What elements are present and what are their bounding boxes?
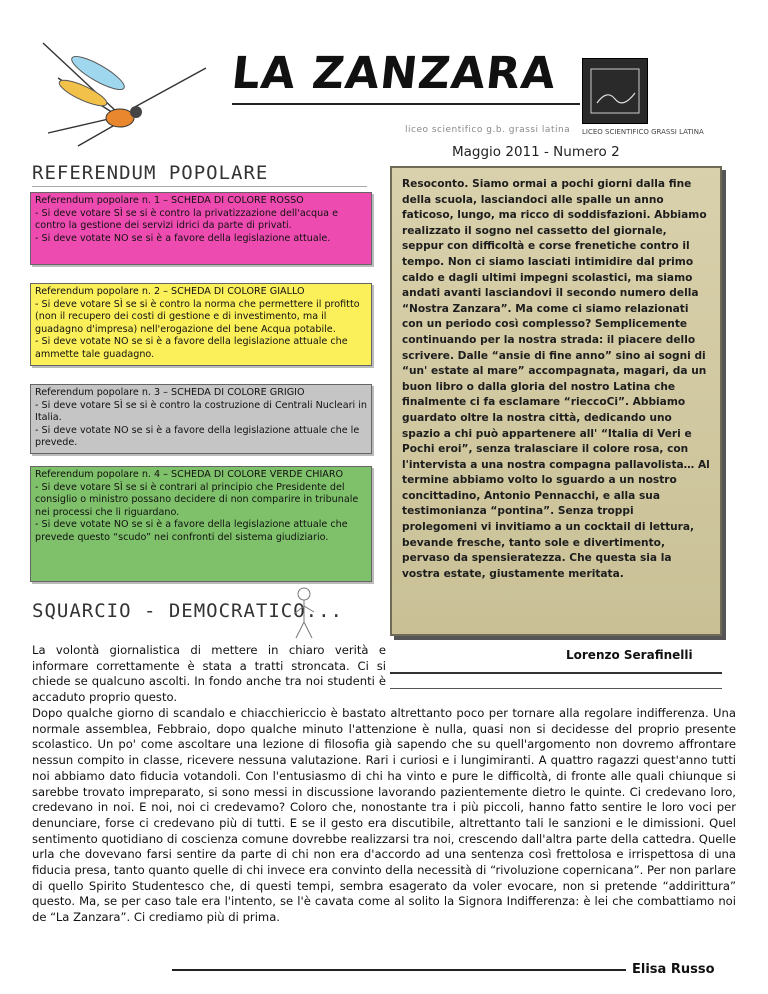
referendum-line: - Si deve votare SÌ se si è contro la norma che permettere il profitto (non il recupero dei costi di gestione e di investimento, ma il guadagno d'impresa) nell'erogazione del bene Acqua potabile. [35,298,360,335]
referendum-box-3 [30,384,372,454]
referendum-line: - Si deve votare SÌ se si è contro la privatizzazione dell'acqua e contro la gestione dei servizi idrici da parte di privati. [35,207,338,232]
squarcio-body: Dopo qualche giorno di scandalo e chiacchiericcio è bastato altrettanto poco per tornare alla regolare indifferenza. Una normale assemblea, Febbraio, dopo qualche minuto l'attenzione è nulla, quasi non si decidesse del proprio presente scolastico. Un po' come ascoltare una lezione di filosofia già sapendo che su quell'argomento non dovremo affrontare nessun compito in classe, ricevere nessuna valutazione. Rari i curiosi e i lungimiranti. A quattro ragazzi quest'anno tutti noi abbiamo dato fiducia votandoli. Con l'entusiasmo di chi ha vinto e pure le difficoltà, di fronte alle quali chiunque si sarebbe trovato impreparato, si sono messi in discussione lavorando pazientemente dietro le quinte. Ci credevano loro, credevano in noi. E noi, noi ci credevamo? Coloro che, nonostante tra i più piccoli, hanno fatto sentire le loro voci per denunciare, forse ci credevano più di tutti. E se il gesto era discutibile, altrettanto tali le sanzioni e le dimissioni. Quel sentimento quotidiano di coscienza comune dovrebbe realizzarsi tra noi, crescendo dall'altra parte della cattedra. Quelle urla che dovevano farsi sentire da parte di chi non era d'accordo ad una sentenza così frettolosa e irrispettosa di una fiducia presa, tanto quanto quelle di chi invece era convinto della necessità di “rivoluzione copernicana”. Per non parlare di quello Spirito Studentesco che, di questi tempi, sembra esagerato da voler evocare, non si pretende “addirittura” questo. Ma, se per caso tale era l'intento, se l'è cavata come al solito la Signora Indifferenza: è lei che combattiamo noi de “La Zanzara”. Ci crediamo più di prima. [32,706,736,925]
footer-rule [172,969,626,971]
referendum-line: - Si deve votate NO se si è a favore della legislazione attuale che le prevede. [35,424,360,449]
school-logo-caption: LICEO SCIENTIFICO GRASSI LATINA [582,128,704,136]
referendum-title-rule [32,186,367,187]
masthead-subtitle: liceo scientifico g.b. grassi latina [405,125,571,135]
referendum-heading: Referendum popolare n. 2 – SCHEDA DI COLORE GIALLO [35,286,305,297]
squarcio-section-title: SQUARCIO - DEMOCRATICO... [32,600,343,622]
school-logo [582,58,648,124]
referendum-heading: Referendum popolare n. 3 – SCHEDA DI COLORE GRIGIO [35,387,305,398]
editorial-rule-bottom [390,688,722,689]
referendum-box-4 [30,466,372,582]
referendum-line: - Si deve votare SÌ se si è contro la costruzione di Centrali Nucleari in Italia. [35,399,367,424]
referendum-box-2 [30,283,372,366]
mosquito-illustration [38,38,208,148]
referendum-line: - Si deve votate NO se si è a favore della legislazione attuale che prevede questo “scudo” nei confronti del sistema giudiziario. [35,519,348,543]
masthead-title: LA ZANZARA [229,48,559,99]
referendum-heading: Referendum popolare n. 4 – SCHEDA DI COLORE VERDE CHIARO [35,469,344,480]
issue-date: Maggio 2011 - Numero 2 [452,144,620,160]
referendum-section-title: REFERENDUM POPOLARE [32,162,269,184]
pensive-figure-illustration [290,586,320,640]
editorial-author: Lorenzo Serafinelli [566,648,693,662]
referendum-line: - Si deve votate NO se si è a favore della legislazione attuale che ammette tale guadagno. [35,336,348,360]
editorial-box [390,166,722,636]
editorial-text: Resoconto. Siamo ormai a pochi giorni dalla fine della scuola, lasciandoci alle spalle un anno faticoso, lungo, ma ricco di soddisfazioni. Abbiamo realizzato il sogno nel cassetto del giornale, seppur con difficoltà e corse frenetiche contro il tempo. Non ci siamo lasciati intimidire dal primo caldo e dagli ultimi impegni scolastici, ma siamo andati avanti lasciandovi il secondo numero della “Nostra Zanzara”. Ma come ci siamo relazionati con un periodo così complesso? Semplicemente continuando per la nostra strada: il piacere dello scrivere. Dalle “ansie di fine anno” sino ai sogni di “un' estate al mare” accompagnata, magari, da un buon libro o dalla gloria del nostro Latina che finalmente ci fa esclamare “rieccoCi”. Abbiamo guardato oltre la nostra città, dedicando uno spazio a chi può appartenere all' “Italia di Veri e Pochi eroi”, senza tralasciare il colore rosa, con l'intervista a una nostra compagna pallavolista… Al termine abbiamo volto lo sguardo a un nostro concittadino, Antonio Pennacchi, e alla sua testimonianza “pontina”. Senza troppi prolegomeni vi invitiamo a un cocktail di lettura, bevande fresche, tanto sole e divertimento, pervaso da spensieratezza. Che questa sia la vostra estate, giustamente meritata. [402,178,710,580]
referendum-line: - Si deve votate NO se si è a favore della legislazione attuale. [35,232,331,244]
editorial-rule-top [390,672,722,674]
header-divider [232,103,580,105]
referendum-box-1 [30,192,372,265]
squarcio-intro: La volontà giornalistica di mettere in chiaro verità e informare correttamente è stata a tratti stroncata. Ci si chiede se qualcuno ascolti. In fondo anche tra noi studenti è accaduto proprio questo. [32,643,386,704]
squarcio-author: Elisa Russo [632,962,715,977]
referendum-heading: Referendum popolare n. 1 – SCHEDA DI COLORE ROSSO [35,195,304,206]
referendum-line: - Si deve votare SÌ se si è contrari al principio che Presidente del consiglio o ministro possano decidere di non comparire in tribunale nei processi che li riguardano. [35,481,359,518]
